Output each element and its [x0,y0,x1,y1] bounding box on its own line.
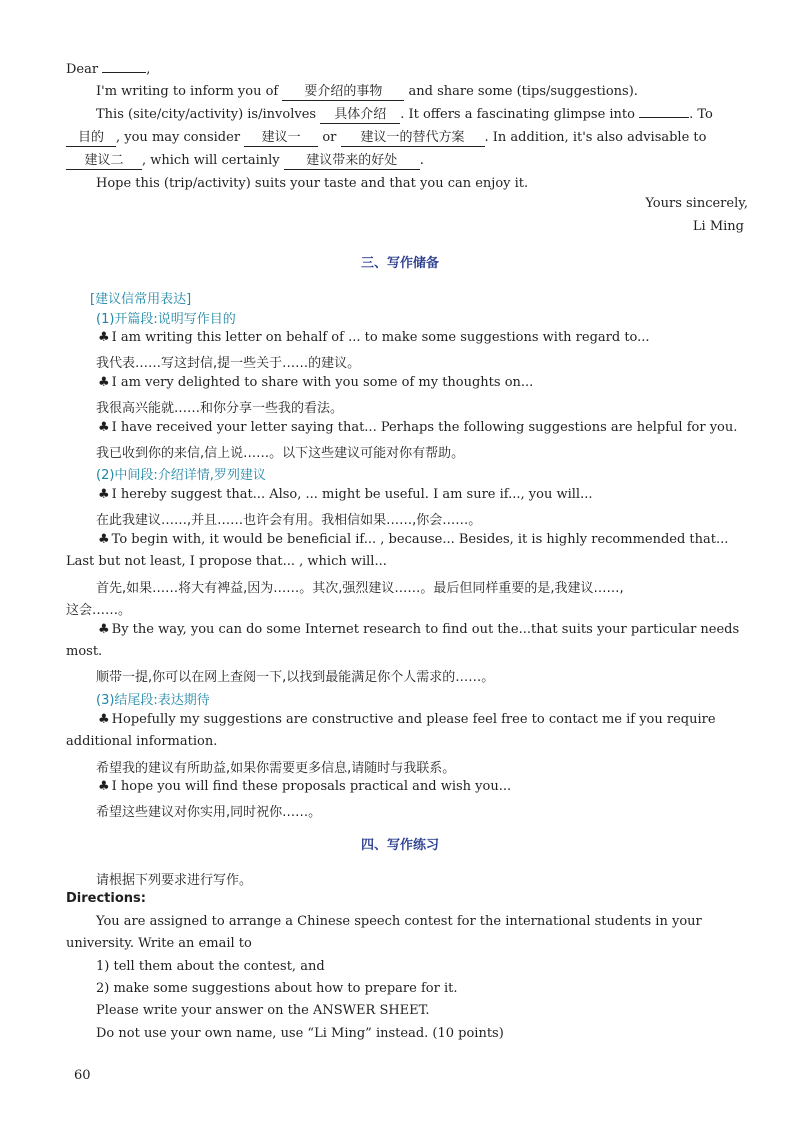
phrase-en: I am writing this letter on behalf of ... to make some suggestions with regard to... [111,330,650,345]
phrase-item [98,330,650,345]
fill-blank: 目的 [66,130,116,147]
phrase-cn: 我很高兴能就……和你分享一些我的看法。 [96,401,344,416]
directions-line: university. Write an email to [66,936,252,951]
phrase-cn: 希望我的建议有所助益,如果你需要更多信息,请随时与我联系。 [96,761,456,776]
phrase-item [98,487,592,502]
phrase-item [98,712,716,727]
club-icon: ♣ [98,779,110,794]
phrase-item [98,375,533,390]
fill-blank: 建议一的替代方案 [341,130,485,147]
salutation: Dear [66,62,99,77]
phrase-en-cont: Last but not least, I propose that... , which will... [66,554,387,569]
salutation-comma: , [146,62,151,77]
text: , which will certainly [142,153,280,168]
directions-label: Directions: [66,891,146,906]
letter-line-3 [66,130,706,147]
club-icon: ♣ [98,712,110,727]
salutation-blank [102,72,146,73]
phrase-en: By the way, you can do some Internet research to find out the...that suits your particular needs [111,622,740,637]
section4-title: 四、写作练习 [360,838,439,853]
club-icon: ♣ [98,487,110,502]
exercise-intro: 请根据下列要求进行写作。 [96,873,253,888]
text: , you may consider [116,130,241,145]
phrase-en-cont: most. [66,644,103,659]
phrase-cn: 我代表……写这封信,提一些关于……的建议。 [96,356,361,371]
phrase-cn-cont: 这会……。 [66,603,132,618]
section3-title: 三、写作储备 [360,256,439,271]
phrase-en: To begin with, it would be beneficial if... , because... Besides, it is highly recommended that... [111,532,729,547]
text: . It offers a fascinating glimpse into [400,107,635,122]
club-icon: ♣ [98,532,110,547]
text: or [322,130,337,145]
text: . [419,153,424,168]
phrase-cn: 我已收到你的来信,信上说……。以下这些建议可能对你有帮助。 [96,446,465,461]
club-icon: ♣ [98,375,110,390]
fill-blank: 具体介绍 [320,107,400,124]
fill-blank: 建议一 [244,130,318,147]
directions-line: 2) make some suggestions about how to prepare for it. [96,981,458,996]
phrase-en: I hereby suggest that... Also, ... might be useful. I am sure if..., you will... [111,487,593,502]
phrase-en: Hopefully my suggestions are constructive and please feel free to contact me if you require [111,712,716,727]
directions-line: 1) tell them about the contest, and [96,959,325,974]
text: I'm writing to inform you of [96,84,279,99]
text: . To [689,107,713,122]
subheading-opening: (1)开篇段:说明写作目的 [96,312,236,327]
box-title: [建议信常用表达] [90,292,192,307]
letter-line-1 [96,84,638,101]
phrase-cn: 顺带一提,你可以在网上查阅一下,以找到最能满足你个人需求的……。 [96,670,495,685]
subheading-closing: (3)结尾段:表达期待 [96,693,210,708]
directions-line: Do not use your own name, use “Li Ming” instead. (10 points) [96,1026,504,1041]
directions-line: You are assigned to arrange a Chinese speech contest for the international students in your [96,914,702,929]
fill-blank [639,117,689,118]
phrase-item [98,779,511,794]
text: This (site/city/activity) is/involves [96,107,317,122]
phrase-cn: 希望这些建议对你实用,同时祝你……。 [96,805,322,820]
fill-blank: 建议带来的好处 [284,153,420,170]
text: . In addition, it's also advisable to [484,130,707,145]
phrase-en-cont: additional information. [66,734,218,749]
club-icon: ♣ [98,622,110,637]
letter-line-2 [96,107,713,124]
subheading-middle: (2)中间段:介绍详情,罗列建议 [96,468,266,483]
club-icon: ♣ [98,330,110,345]
text: and share some (tips/suggestions). [408,84,638,99]
fill-blank: 建议二 [66,153,142,170]
letter-line-5: Hope this (trip/activity) suits your taste and that you can enjoy it. [96,176,529,191]
phrase-item [98,622,739,637]
closing: Yours sincerely, [645,196,748,211]
phrase-en: I have received your letter saying that... Perhaps the following suggestions are helpful for you. [111,420,738,435]
signature: Li Ming [692,219,744,234]
phrase-item [98,420,737,435]
phrase-en: I hope you will find these proposals practical and wish you... [111,779,512,794]
fill-blank: 要介绍的事物 [282,84,404,101]
club-icon: ♣ [98,420,110,435]
phrase-cn: 首先,如果……将大有裨益,因为……。其次,强烈建议……。最后但同样重要的是,我建议……, [96,581,624,596]
page-number: 60 [74,1068,91,1083]
salutation-line [66,62,150,77]
phrase-item [98,532,728,547]
phrase-cn: 在此我建议……,并且……也许会有用。我相信如果……,你会……。 [96,513,482,528]
phrase-en: I am very delighted to share with you some of my thoughts on... [111,375,534,390]
letter-line-4 [66,153,424,170]
directions-line: Please write your answer on the ANSWER SHEET. [96,1003,430,1018]
